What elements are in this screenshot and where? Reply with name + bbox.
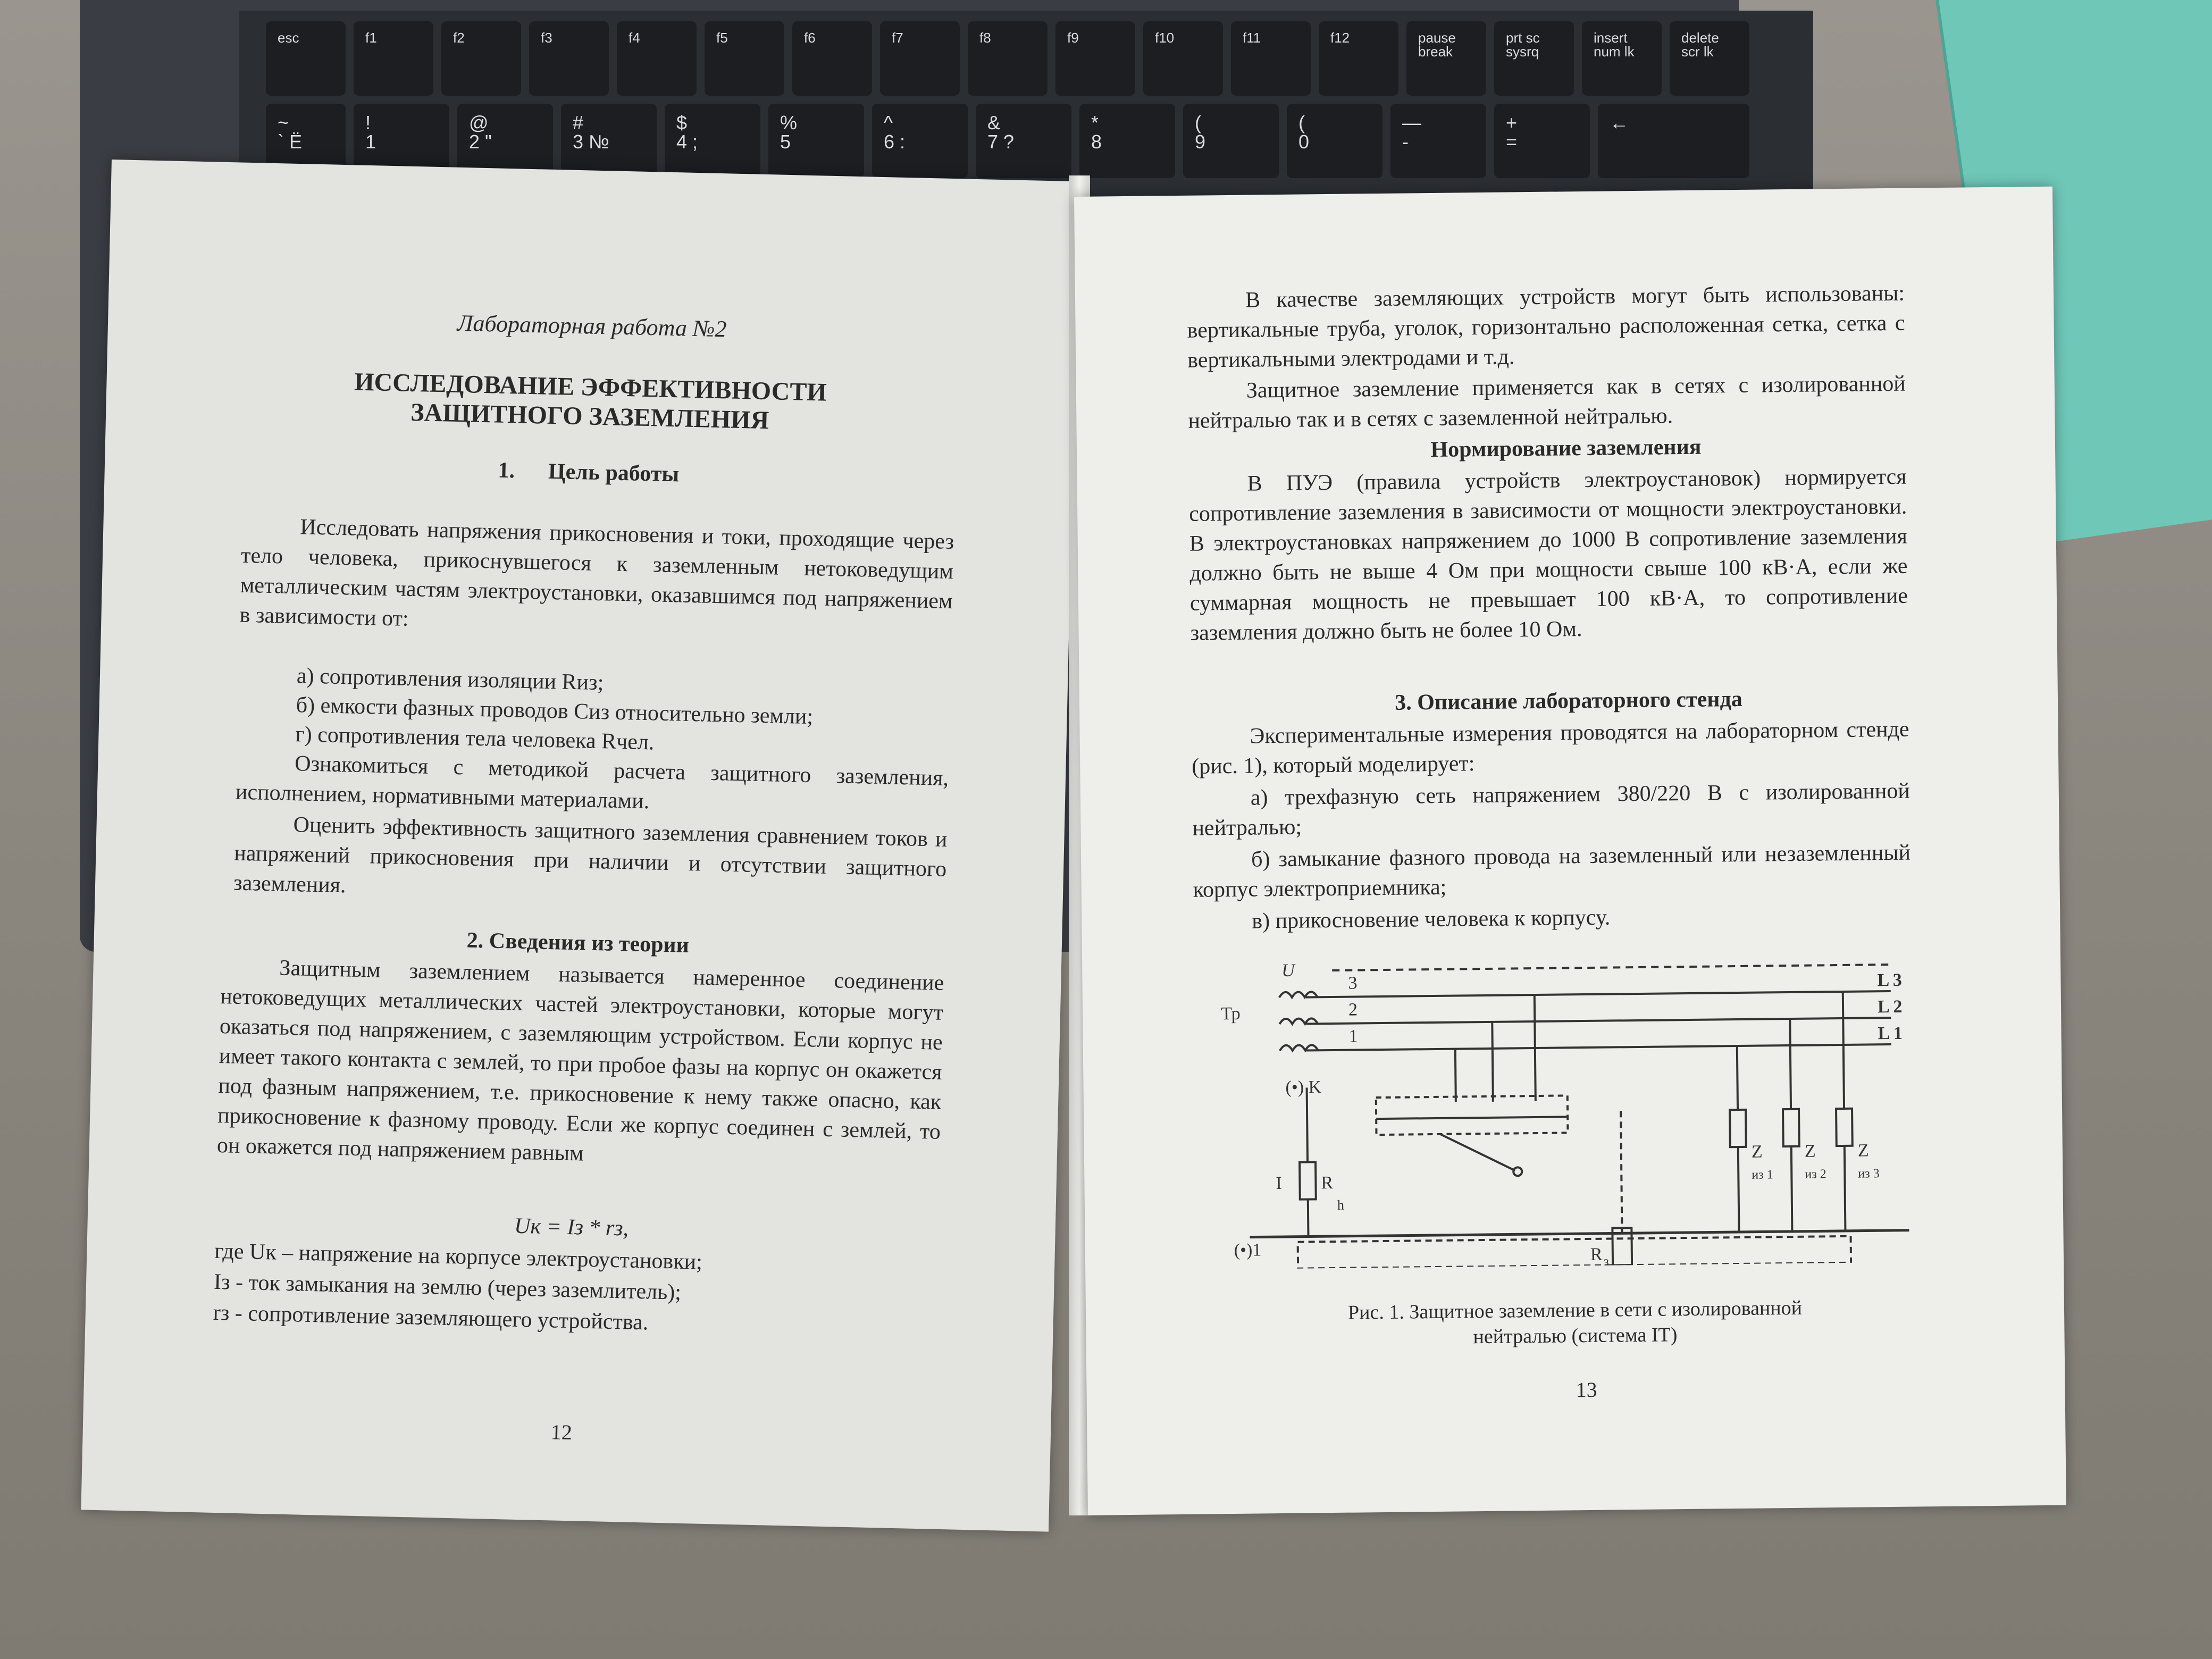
key-5[interactable]: % 5 (768, 104, 864, 178)
label-2: 2 (1348, 1000, 1358, 1020)
section3-heading: 3. Описание лабораторного стенда (1394, 686, 1742, 715)
key-f2[interactable]: f2 (441, 21, 521, 96)
label-point-1: (•)1 (1234, 1240, 1262, 1260)
key-f8[interactable]: f8 (968, 21, 1048, 96)
key-8[interactable]: * 8 (1079, 104, 1175, 178)
label-l1: L 1 (1878, 1023, 1903, 1044)
key-f10[interactable]: f10 (1143, 21, 1223, 96)
label-z2: Z (1804, 1141, 1816, 1161)
label-h-sub: h (1337, 1197, 1345, 1213)
key-f12[interactable]: f12 (1319, 21, 1398, 96)
key-3[interactable]: # 3 № (561, 104, 657, 178)
key-f3[interactable]: f3 (529, 21, 609, 96)
key-1[interactable]: ! 1 (354, 104, 449, 178)
main-title-line1: ИССЛЕДОВАНИЕ ЭФФЕКТИВНОСТИ (354, 367, 827, 407)
human-resistor (1300, 1162, 1316, 1199)
key-minus[interactable]: — - (1390, 104, 1486, 178)
goal-intro: Исследовать напряжения прикосновения и токи, проходящие через тело человека, прикоснувшегося к заземленным нетоковедущим металлическим частям электроустановки, оказавшимся под напряжением в зависимости от: (239, 515, 954, 631)
key-7[interactable]: & 7 ? (976, 104, 1071, 178)
phase-line-l3 (1306, 991, 1891, 998)
label-3: 3 (1348, 973, 1358, 993)
key-f1[interactable]: f1 (354, 21, 433, 96)
circuit-diagram (1215, 932, 1931, 1269)
key-f5[interactable]: f5 (705, 21, 784, 96)
right-page (1074, 187, 2066, 1515)
label-z1: Z (1751, 1142, 1763, 1162)
label-tr: Тр (1220, 1003, 1241, 1024)
label-rz: R (1590, 1244, 1603, 1264)
label-l2: L 2 (1877, 996, 1903, 1017)
para-protective-ground: Защитное заземление применяется как в сетях с изолированной нейтралью так и в сетях с заземленной нейтралью. (1188, 371, 1906, 433)
goal-item-c: г) сопротивления тела человека Rчел. (295, 722, 655, 755)
para-evaluation: Оценить эффективность защитного заземления сравнением токов и напряжений прикосновения при наличии и отсутствии защитного заземления. (233, 812, 948, 898)
key-0[interactable]: ( 0 (1287, 104, 1382, 178)
key-f4[interactable]: f4 (617, 21, 697, 96)
label-r-human: R (1321, 1173, 1334, 1193)
para-method: Ознакомиться с методикой расчета защитного заземления, исполнением, нормативными материалами. (235, 751, 949, 814)
label-u: U (1281, 960, 1295, 981)
definition-r: rз - сопротивление заземляющего устройства. (213, 1300, 649, 1335)
label-iz1: из 1 (1752, 1168, 1773, 1182)
label-z3: Z (1857, 1141, 1869, 1161)
norm-heading: Нормирование заземления (1430, 434, 1702, 463)
figure-caption-line1: Рис. 1. Защитное заземление в сети с изолированной (1347, 1296, 1803, 1324)
key-9[interactable]: ( 9 (1183, 104, 1279, 178)
key-2[interactable]: @ 2 " (457, 104, 553, 178)
stand-item-a: а) трехфазную сеть напряжением 380/220 В с изолированной нейтралью; (1192, 778, 1911, 841)
label-iz2: из 2 (1805, 1167, 1826, 1182)
key-f7[interactable]: f7 (880, 21, 960, 96)
main-title-line2: ЗАЩИТНОГО ЗАЗЕМЛЕНИЯ (410, 398, 769, 435)
left-page (81, 160, 1079, 1532)
section1-heading: 1. Цель работы (498, 458, 680, 487)
figure-caption-line2: нейтралью (система IT) (1473, 1323, 1678, 1348)
key-f9[interactable]: f9 (1055, 21, 1135, 96)
key-6[interactable]: ^ 6 : (872, 104, 968, 178)
key-insert[interactable]: insert num lk (1582, 21, 1662, 96)
key-pause[interactable]: pause break (1406, 21, 1486, 96)
norm-text: В ПУЭ (правила устройств электроустановок) нормируется сопротивление заземления в зависимости от мощности электроустановки. В электроустановках напряжением до 1000 В сопротивление заземления должно быть не выше 4 Ом при мощности свыше 100 кВ·А, если же суммарная мощность не превышает 100 кВ·А, то сопротивление заземления должно быть не более 10 Ом. (1189, 464, 1908, 646)
key-4[interactable]: $ 4 ; (665, 104, 760, 178)
definition-i: Iз - ток замыкания на землю (через заземлитель); (213, 1269, 682, 1305)
stand-intro: Экспериментальные измерения проводятся на лабораторном стенде (рис. 1), который моделирует: (1191, 717, 1909, 779)
lab-title: Лабораторная работа №2 (457, 309, 727, 342)
page-number-left: 12 (550, 1420, 573, 1445)
label-l3: L 3 (1877, 970, 1903, 991)
phase-line-l2 (1306, 1018, 1891, 1024)
stand-item-c: в) прикосновение человека к корпусу. (1252, 905, 1611, 934)
key-f6[interactable]: f6 (792, 21, 872, 96)
label-i-human: I (1276, 1174, 1282, 1194)
key-delete[interactable]: delete scr lk (1670, 21, 1749, 96)
key-backspace[interactable]: ← (1598, 104, 1749, 178)
key-prtsc[interactable]: prt sc sysrq (1494, 21, 1574, 96)
section2-heading: 2. Сведения из теории (466, 928, 690, 958)
page-number-right: 13 (1576, 1377, 1597, 1402)
para-ground-devices: В качестве заземляющих устройств могут быть использованы: вертикальные труба, уголок, горизонтально расположенная сетка, сетка с вертикальными электродами и т.д. (1187, 281, 1905, 373)
goal-item-a: а) сопротивления изоляции Rиз; (296, 664, 604, 696)
key-equals[interactable]: + = (1494, 104, 1590, 178)
label-iz3: из 3 (1858, 1167, 1880, 1181)
key-tilde[interactable]: ~ ` Ё (266, 104, 346, 178)
label-rz-sub: з (1603, 1254, 1609, 1269)
definition-u: где Uк – напряжение на корпусе электроустановки; (214, 1238, 703, 1275)
label-1: 1 (1348, 1026, 1358, 1046)
stand-item-b: б) замыкание фазного провода на заземленный или незаземленный корпус электроприемника; (1193, 840, 1911, 902)
formula: Uк = Iз * rз, (514, 1213, 629, 1241)
label-k: (•) K (1285, 1077, 1322, 1097)
theory-paragraph: Защитным заземлением называется намеренное соединение нетоковедущих металлических частей электроустановки, которые могут оказаться под напряжением, с заземляющим устройством. Если корпус не имеет такого контакта с землей, то при пробое фазы на корпус он окажется под фазным напряжением, т.е. прикосновение к нему также опасно, как прикосновение к фазному проводу. Если же корпус соединен с землей, то он окажется под напряжением равным (216, 956, 944, 1166)
device-box (1376, 1095, 1568, 1135)
phase-line-l1 (1306, 1044, 1891, 1051)
key-f11[interactable]: f11 (1231, 21, 1311, 96)
key-esc[interactable]: esc (266, 21, 346, 96)
goal-item-b: б) емкости фазных проводов Сиз относительно земли; (296, 693, 814, 730)
